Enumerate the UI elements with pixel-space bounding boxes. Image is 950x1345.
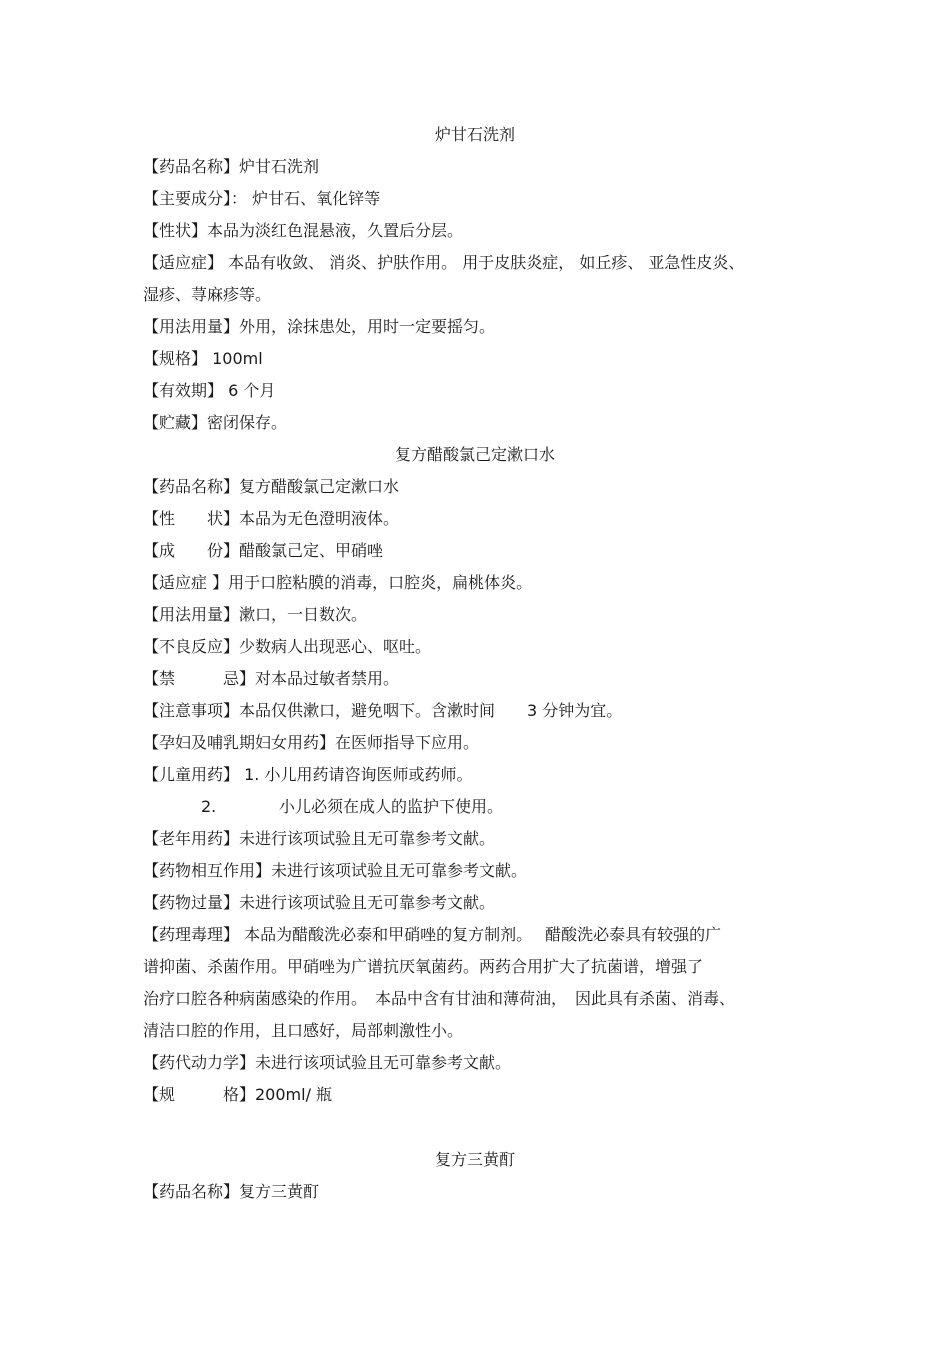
text-line: 【适应症】 本品有收敛、 消炎、护肤作用。 用于皮肤炎症， 如丘疹、 亚急性皮炎、 bbox=[143, 253, 745, 272]
section-title: 炉甘石洗剂 bbox=[434, 125, 515, 144]
text-line: 【不良反应】少数病人出现恶心、呕吐。 bbox=[143, 637, 432, 656]
text-line: 【禁 忌】对本品过敏者禁用。 bbox=[143, 669, 400, 688]
list-text: 小儿必须在成人的监护下使用。 bbox=[279, 797, 504, 816]
text-line: 【主要成分】： 炉甘石、氧化锌等 bbox=[143, 189, 381, 208]
section-title: 复方醋酸氯己定漱口水 bbox=[394, 445, 555, 464]
text-line: 清洁口腔的作用，且口感好，局部刺激性小。 bbox=[143, 1021, 464, 1040]
text-line: 【用法用量】外用，涂抹患处，用时一定要摇匀。 bbox=[143, 317, 496, 336]
text-line: 【药代动力学】未进行该项试验且无可靠参考文献。 bbox=[143, 1053, 512, 1072]
text-line: 【性 状】本品为无色澄明液体。 bbox=[143, 509, 400, 528]
text-line: 【儿童用药】 1. 小儿用药请咨询医师或药师。 bbox=[143, 765, 473, 784]
text-line: 【贮藏】密闭保存。 bbox=[143, 413, 288, 432]
text-line: 谱抑菌、杀菌作用。甲硝唑为广谱抗厌氧菌药。两药合用扩大了抗菌谱，增强了 bbox=[143, 957, 704, 976]
text-line: 【药物过量】未进行该项试验且无可靠参考文献。 bbox=[143, 893, 496, 912]
text-line: 湿疹、荨麻疹等。 bbox=[143, 285, 272, 304]
text-line: 【注意事项】本品仅供漱口，避免咽下。含漱时间 3 分钟为宜。 bbox=[143, 701, 623, 720]
text-line: 【成 份】醋酸氯己定、甲硝唑 bbox=[143, 541, 384, 560]
text-line: 【规格】 100ml bbox=[143, 349, 263, 368]
text-line: 【药品名称】炉甘石洗剂 bbox=[143, 157, 320, 176]
list-number: 2. bbox=[201, 797, 217, 816]
text-line: 【药物相互作用】未进行该项试验且无可靠参考文献。 bbox=[143, 861, 528, 880]
text-line: 【药理毒理】 本品为醋酸洗必泰和甲硝唑的复方制剂。 醋酸洗必泰具有较强的广 bbox=[143, 925, 722, 944]
text-line: 【药品名称】复方醋酸氯己定漱口水 bbox=[143, 477, 400, 496]
text-line: 【适应症 】用于口腔粘膜的消毒，口腔炎，扁桃体炎。 bbox=[143, 573, 533, 592]
section-title: 复方三黄酊 bbox=[434, 1150, 515, 1169]
text-line: 【用法用量】漱口，一日数次。 bbox=[143, 605, 368, 624]
text-line: 【老年用药】未进行该项试验且无可靠参考文献。 bbox=[143, 829, 496, 848]
text-line: 【性状】本品为淡红色混悬液，久置后分层。 bbox=[143, 221, 464, 240]
text-line: 治疗口腔各种病菌感染的作用。 本品中含有甘油和薄荷油， 因此具有杀菌、消毒、 bbox=[143, 989, 736, 1008]
text-line: 【规 格】200ml/ 瓶 bbox=[143, 1085, 333, 1104]
text-line: 【有效期】 6 个月 bbox=[143, 381, 276, 400]
text-line: 【药品名称】复方三黄酊 bbox=[143, 1182, 320, 1201]
text-line: 【孕妇及哺乳期妇女用药】在医师指导下应用。 bbox=[143, 733, 480, 752]
